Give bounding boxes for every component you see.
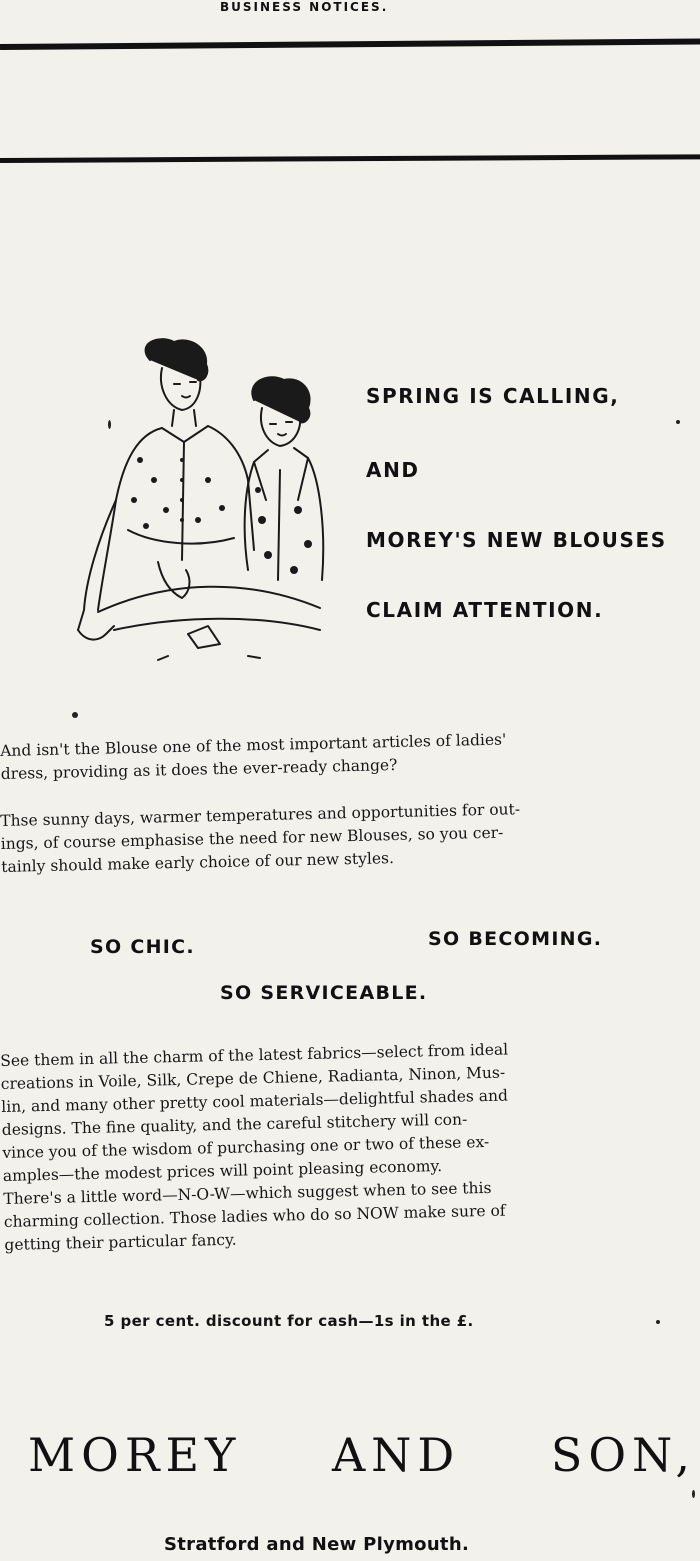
top-rule — [0, 39, 700, 50]
firm-name — [28, 1428, 696, 1482]
cash-discount-note: 5 per cent. discount for cash—1s in the £. — [104, 1312, 474, 1330]
slogan-so-becoming: SO BECOMING. — [428, 928, 603, 950]
weather-paragraph — [0, 794, 700, 879]
paragraph-line: getting their particular fancy. — [4, 1230, 237, 1254]
headline-claim-attention: CLAIM ATTENTION. — [366, 598, 604, 622]
paragraph-line: designs. The fine quality, and the careful stitchery will con- — [1, 1110, 468, 1139]
firm-address: Stratford and New Plymouth. — [164, 1534, 470, 1555]
firm-name-word: SON, — [550, 1428, 696, 1482]
paragraph-line: amples—the modest prices will point pleasing economy. — [2, 1157, 443, 1185]
slogan-so-chic: SO CHIC. — [90, 936, 195, 958]
ink-speck — [72, 712, 78, 718]
two-women-in-blouses-illustration-icon — [58, 330, 328, 680]
headline-and: AND — [366, 458, 420, 482]
firm-name-word: MOREY — [28, 1428, 242, 1482]
paragraph-line: dress, providing as it does the ever-ready change? — [0, 755, 398, 783]
fabrics-paragraph — [0, 1034, 700, 1257]
firm-name-word: AND — [331, 1428, 461, 1482]
paragraph-line: Thse sunny days, warmer temperatures and opportunities for out- — [0, 800, 521, 830]
paragraph-line: charming collection. Those ladies who do so NOW make sure of — [3, 1201, 506, 1231]
second-rule — [0, 154, 700, 163]
headline-moreys-new-blouses: MOREY'S NEW BLOUSES — [366, 528, 667, 552]
paragraph-line: And isn't the Blouse one of the most important articles of ladies' — [0, 730, 507, 760]
section-header: BUSINESS NOTICES. — [220, 0, 389, 14]
paragraph-line: ings, of course emphasise the need for new Blouses, so you cer- — [0, 823, 504, 853]
paragraph-line: tainly should make early choice of our new styles. — [1, 849, 395, 876]
paragraph-line: lin, and many other pretty cool materials—delightful shades and — [1, 1086, 509, 1116]
paragraph-line: creations in Voile, Silk, Crepe de Chiene, Radianta, Ninon, Mus- — [0, 1063, 506, 1093]
ink-speck — [108, 420, 111, 429]
intro-paragraph — [0, 724, 700, 786]
ink-speck — [656, 1320, 660, 1324]
headline-spring-is-calling: SPRING IS CALLING, — [366, 384, 620, 408]
ink-speck — [676, 420, 680, 424]
slogan-so-serviceable: SO SERVICEABLE. — [220, 982, 428, 1004]
paragraph-line: See them in all the charm of the latest fabrics—select from ideal — [0, 1040, 509, 1070]
ink-speck — [692, 1490, 695, 1498]
paragraph-line: vince you of the wisdom of purchasing one or two of these ex- — [2, 1132, 490, 1162]
paragraph-line: There's a little word—N-O-W—which suggest when to see this — [3, 1178, 492, 1208]
